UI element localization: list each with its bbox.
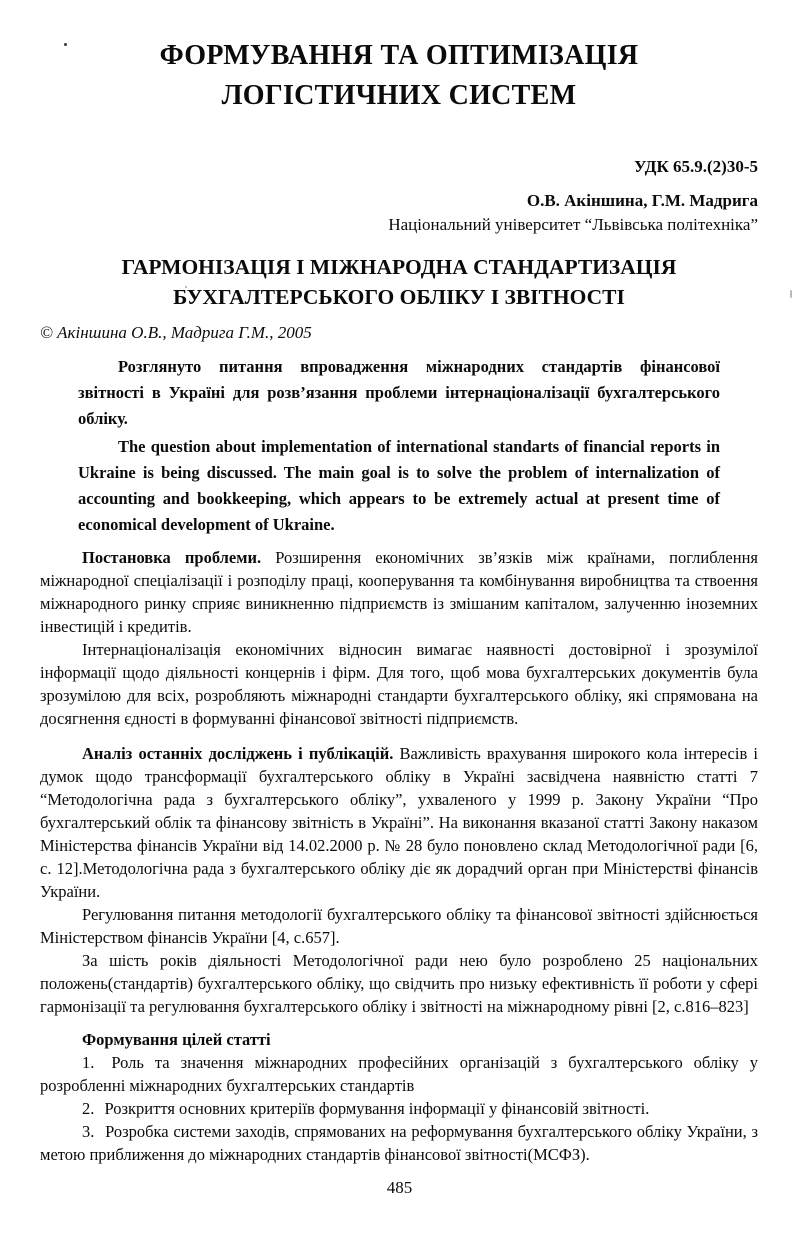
article-title-line2: БУХГАЛТЕРСЬКОГО ОБЛІКУ І ЗВІТНОСТІ bbox=[173, 285, 625, 309]
paragraph-text: Важливість врахування широкого кола інтересів і думок щодо трансформації бухгалтерського обліку в Україні засвідчена наявністю статті 7 “Методологічна рада з бухгалтерського обліку”, ухваленого у 1999 р. Закону України “Про бухгалтерський облік та фінансову звітність в Україні”. На виконання вказаної статті Закону наказом Міністерства фінансів України від 14.02.2000 р. № 28 було поновлено склад Методологічної ради [6, с. 12].Методологічна рада з бухгалтерського обліку діє як дорадчий орган при Міністерстві фінансів України. bbox=[40, 744, 758, 901]
scan-artifact-dot bbox=[64, 43, 67, 46]
goal-item-number: 1. bbox=[82, 1053, 95, 1072]
journal-title-line2: ЛОГІСТИЧНИХ СИСТЕМ bbox=[221, 80, 577, 111]
paragraph-text: Розширення економічних зв’язків між країнами, поглиблення міжнародної спеціалізації і розподілу праці, кооперування та комбінування виробництва та ствоення міжнародного ринку сприяє виникненню підприємств із змішаним капіталом, залученню іноземних інвестицій і кредитів. bbox=[40, 548, 758, 636]
goal-item bbox=[40, 1120, 758, 1166]
goal-item-number: 3. bbox=[82, 1122, 95, 1141]
goal-item-number: 2. bbox=[82, 1099, 95, 1118]
journal-title-line1: ФОРМУВАННЯ ТА ОПТИМІЗАЦІЯ bbox=[159, 40, 639, 71]
paragraph-text: За шість років діяльності Методологічної ради нею було розроблено 25 національних положень(стандартів) бухгалтерського обліку, що свідчить про низьку ефективність її роботи у сфері гармонізації та регулювання бухгалтерського обліку і звітності на міжнародному рівні [2, с.816–823] bbox=[40, 951, 758, 1016]
paragraph-internationalization bbox=[40, 638, 758, 730]
goals-heading: Формування цілей статті bbox=[82, 1030, 271, 1049]
copyright-line: © Акіншина О.В., Мадрига Г.М., 2005 bbox=[40, 323, 312, 342]
goal-item bbox=[40, 1097, 758, 1120]
abstract-english: The question about implementation of international standarts of financial reports in Ukraine is being discussed. The main goal is to solve the problem of internalization of accounting and bookkeeping, which appears to be extremely actual at present time of economical development of Ukraine. bbox=[78, 437, 720, 534]
abstracts-block bbox=[78, 354, 720, 538]
article-title bbox=[40, 252, 758, 312]
goal-item-text: Розкриття основних критеріїв формування інформації у фінансовій звітності. bbox=[100, 1099, 650, 1118]
paragraph-text: Регулювання питання методології бухгалтерського обліку та фінансової звітності здійснюється Міністерством фінансів України [4, с.657]. bbox=[40, 905, 758, 947]
article-title-line1: ГАРМОНІЗАЦІЯ І МІЖНАРОДНА СТАНДАРТИЗАЦІЯ bbox=[121, 255, 677, 279]
article-meta bbox=[40, 156, 758, 236]
paragraph-regulation bbox=[40, 903, 758, 949]
paragraph-analysis bbox=[40, 742, 758, 903]
scan-artifact-dot bbox=[185, 286, 187, 288]
paragraph-problem-statement bbox=[40, 546, 758, 638]
goal-item-text: Роль та значення міжнародних професійних організацій з бухгалтерського обліку у розробленні міжнародних бухгалтерських стандартів bbox=[40, 1053, 758, 1095]
page-number: 485 bbox=[386, 1178, 413, 1197]
authors-line: О.В. Акіншина, Г.М. Мадрига bbox=[526, 191, 758, 210]
paragraph-lead: Постановка проблеми. bbox=[82, 548, 262, 567]
article-body bbox=[40, 546, 758, 1166]
udk-code: УДК 65.9.(2)30-5 bbox=[633, 157, 758, 176]
affiliation-line: Національний університет “Львівська політехніка” bbox=[388, 215, 758, 234]
journal-section-title bbox=[40, 0, 758, 116]
paragraph-six-years bbox=[40, 949, 758, 1018]
paragraph-text: Інтернаціоналізація економічних відносин вимагає наявності достовірної і зрозумілої інформації щодо діяльності концернів і фірм. Для того, щоб мова бухгалтерських документів була зрозумілою для всіх, розробляють міжнародні стандарти бухгалтерського обліку, які спрямована на досягнення єдності в формуванні фінансової звітності підприємств. bbox=[40, 640, 758, 728]
scan-artifact-mark bbox=[790, 290, 792, 298]
paragraph-lead: Аналіз останніх досліджень і публікацій. bbox=[82, 744, 394, 763]
goal-item bbox=[40, 1051, 758, 1097]
goal-item-text: Розробка системи заходів, спрямованих на реформування бухгалтерського обліку України, з метою приближення до міжнародних стандартів фінансової звітності(МСФЗ). bbox=[40, 1122, 758, 1164]
abstract-ukrainian: Розглянуто питання впровадження міжнародних стандартів фінансової звітності в Україні для розв’язання проблеми інтернаціоналізації бухгалтерського обліку. bbox=[78, 357, 720, 428]
